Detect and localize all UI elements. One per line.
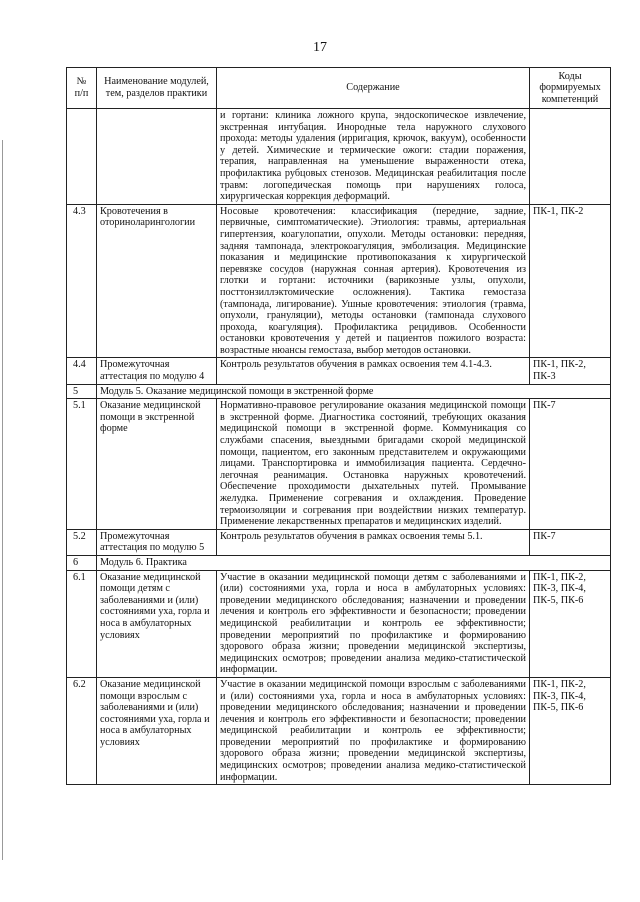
topic-name: Кровотечения в оториноларингологии xyxy=(97,204,217,358)
topic-name: Оказание медицинской помощи детям с заболеваниями и (или) состояниями уха, горла и носа в амбулаторных условиях xyxy=(97,570,217,677)
section-title: Модуль 5. Оказание медицинской помощи в экстренной форме xyxy=(97,384,611,399)
competence-codes: ПК-1, ПК-2, ПК-3, ПК-4, ПК-5, ПК-6 xyxy=(530,677,611,784)
competence-codes: ПК-1, ПК-2, ПК-3 xyxy=(530,358,611,384)
topic-number: 5.2 xyxy=(67,529,97,555)
topic-name: Промежуточная аттестация по модулю 4 xyxy=(97,358,217,384)
table-row xyxy=(67,204,611,358)
header-name: Наименование модулей, тем, разделов практики xyxy=(97,68,217,109)
header-codes: Коды формируемых компетенций xyxy=(530,68,611,109)
module-section-row xyxy=(67,555,611,570)
topic-number: 4.4 xyxy=(67,358,97,384)
topic-content: Нормативно-правовое регулирование оказания медицинской помощи в экстренной форме. Диагностика состояний, требующих оказания медицинской помощи в экстренной форме. Коммуникация со службами спасения, выездными бригадами скорой медицинской помощи, пациентом, его законным представителем и окружающими лицами. Транспортировка и иммобилизация пациента. Сердечно-легочная реанимация. Остановка наружных кровотечений. Обеспечение проходимости дыхательных путей. Промывание желудка. Применение согревания и охлаждения. Проведение термоизоляции и согревания при воздействии низких температур. Применение лекарственных препаратов и медицинских изделий. xyxy=(217,399,530,530)
topic-number xyxy=(67,109,97,205)
table-body xyxy=(67,109,611,785)
competence-codes xyxy=(530,109,611,205)
topic-name: Промежуточная аттестация по модулю 5 xyxy=(97,529,217,555)
table-row xyxy=(67,677,611,784)
curriculum-table xyxy=(66,67,611,785)
table-row xyxy=(67,109,611,205)
topic-number: 4.3 xyxy=(67,204,97,358)
topic-content: Участие в оказании медицинской помощи детям с заболеваниями и (или) состояниями уха, горла и носа в амбулаторных условиях: проведении медицинского обследования; назначении и проведении лечения и контроль его эффективности и безопасности; проведении медицинской реабилитации и контроль ее эффективности; проведении мероприятий по профилактике и формированию здорового образа жизни; проведении медицинской экспертизы, медицинских осмотров; проведении анализа медико-статистической информации. xyxy=(217,570,530,677)
competence-codes: ПК-7 xyxy=(530,399,611,530)
header-num: № п/п xyxy=(67,68,97,109)
section-number: 6 xyxy=(67,555,97,570)
scan-edge-mark xyxy=(2,140,3,860)
topic-number: 6.2 xyxy=(67,677,97,784)
topic-number: 6.1 xyxy=(67,570,97,677)
page-number: 17 xyxy=(313,40,327,55)
competence-codes: ПК-1, ПК-2 xyxy=(530,204,611,358)
section-number: 5 xyxy=(67,384,97,399)
module-section-row xyxy=(67,384,611,399)
table-row xyxy=(67,570,611,677)
topic-content: Контроль результатов обучения в рамках освоения тем 4.1-4.3. xyxy=(217,358,530,384)
table-row xyxy=(67,529,611,555)
competence-codes: ПК-7 xyxy=(530,529,611,555)
header-content: Содержание xyxy=(217,68,530,109)
table-row xyxy=(67,399,611,530)
topic-content: Контроль результатов обучения в рамках освоения темы 5.1. xyxy=(217,529,530,555)
topic-name xyxy=(97,109,217,205)
section-title: Модуль 6. Практика xyxy=(97,555,611,570)
table-header-row xyxy=(67,68,611,109)
topic-content: Участие в оказании медицинской помощи взрослым с заболеваниями и (или) состояниями уха, горла и носа в амбулаторных условиях: проведении медицинского обследования; назначении и проведении лечения и контроль его эффективности и безопасности; проведении медицинской реабилитации и контроль ее эффективности; проведении мероприятий по профилактике и формированию здорового образа жизни; проведении медицинской экспертизы, медицинских осмотров; проведении анализа медико-статистической информации. xyxy=(217,677,530,784)
topic-name: Оказание медицинской помощи в экстренной форме xyxy=(97,399,217,530)
competence-codes: ПК-1, ПК-2, ПК-3, ПК-4, ПК-5, ПК-6 xyxy=(530,570,611,677)
topic-name: Оказание медицинской помощи взрослым с заболеваниями и (или) состояниями уха, горла и носа в амбулаторных условиях xyxy=(97,677,217,784)
topic-number: 5.1 xyxy=(67,399,97,530)
table-row xyxy=(67,358,611,384)
topic-content: и гортани: клиника ложного крупа, эндоскопическое извлечение, экстренная интубация. Инородные тела наружного слухового прохода: методы удаления (ирригация, крючок, вакуум), особенности у детей. Химические и термические ожоги: стадии поражения, терапия, направленная на уменьшение выраженности отека, профилактика рубцовых стенозов. Медицинская реабилитация после травм: логопедическая помощь при нарушениях голоса, хирургическая коррекция деформаций. xyxy=(217,109,530,205)
topic-content: Носовые кровотечения: классификация (передние, задние, первичные, симптоматические). Этиология: травмы, артериальная гипертензия, коагулопатии, опухоли. Методы остановки: передняя, задняя тампонада, электрокоагуляция, эмболизация. Медицинские показания и медицинские противопоказания к хирургической перевязке сосудов (наружная сонная артерия). Кровотечения из глотки и гортани: источники (варикозные узлы, опухоли, посттонзиллэктомические осложнения). Тактика гемостаза (тампонада, лигирование). Ушные кровотечения: этиология (травма, опухоли, грануляции), методы остановки (тампонада слухового прохода, коагуляция). Профилактика рецидивов. Особенности остановки кровотечения у детей и пациентов пожилого возраста: возрастные нюансы гемостаза, выбор методов остановки. xyxy=(217,204,530,358)
